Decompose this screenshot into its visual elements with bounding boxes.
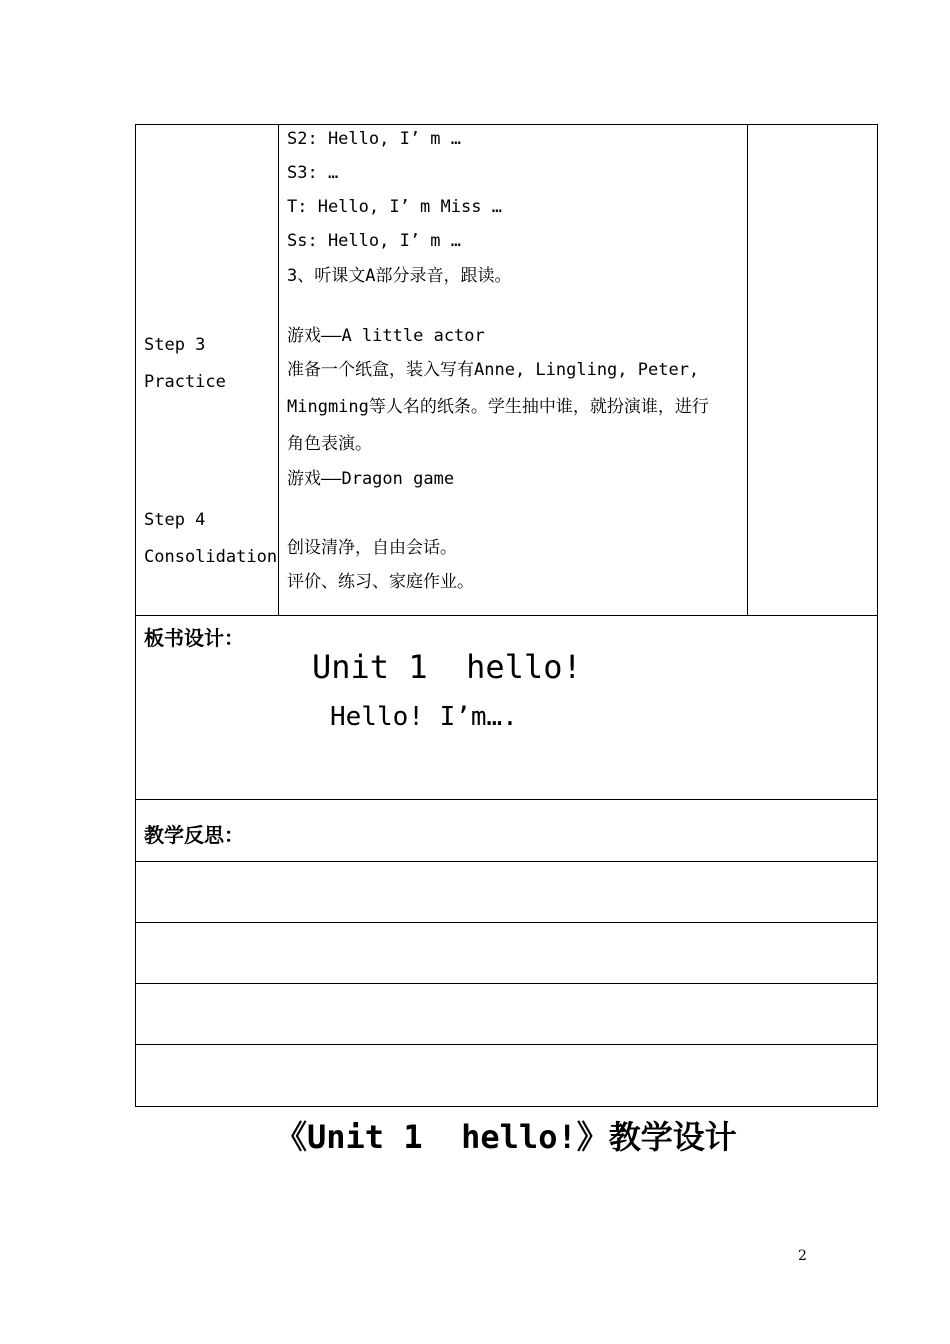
notes-column	[748, 125, 877, 615]
process-line: Ss: Hello, I’ m …	[287, 231, 461, 251]
process-line: 角色表演。	[287, 434, 372, 454]
process-line: 游戏——Dragon game	[287, 469, 455, 489]
board-design-label: 板书设计：	[144, 626, 244, 650]
blank-row	[136, 862, 877, 923]
lesson-plan-table	[135, 124, 878, 1107]
board-line-2: Hello! I’m….	[330, 702, 518, 732]
document-title: 《Unit 1 hello!》教学设计	[275, 1118, 737, 1156]
blank-row	[136, 1045, 877, 1106]
process-line: 游戏——A little actor	[287, 326, 485, 346]
process-column	[279, 125, 748, 615]
process-line: 准备一个纸盒，装入写有Anne, Lingling, Peter,	[287, 360, 700, 380]
board-line-1: Unit 1 hello!	[312, 648, 582, 686]
process-line: 3、听课文A部分录音，跟读。	[287, 266, 512, 286]
step-column	[136, 125, 279, 615]
process-line: S2: Hello, I’ m …	[287, 129, 461, 149]
process-line: 评价、练习、家庭作业。	[287, 572, 474, 592]
steps-row	[136, 125, 877, 616]
step3-label: Step 3	[144, 335, 206, 355]
process-line: T: Hello, I’ m Miss …	[287, 197, 502, 217]
step4-label: Step 4	[144, 510, 206, 530]
reflection-label: 教学反思：	[144, 823, 244, 847]
process-line: Mingming等人名的纸条。学生抽中谁，就扮演谁，进行	[287, 397, 709, 417]
step3-title: Practice	[144, 372, 226, 392]
blank-row	[136, 923, 877, 984]
process-line: S3: …	[287, 163, 339, 183]
blank-row	[136, 984, 877, 1045]
step4-title: Consolidation	[144, 547, 278, 567]
page-number: 2	[798, 1248, 807, 1264]
board-design-row	[136, 616, 877, 800]
reflection-row	[136, 800, 877, 862]
process-line: 创设清净，自由会话。	[287, 538, 457, 558]
